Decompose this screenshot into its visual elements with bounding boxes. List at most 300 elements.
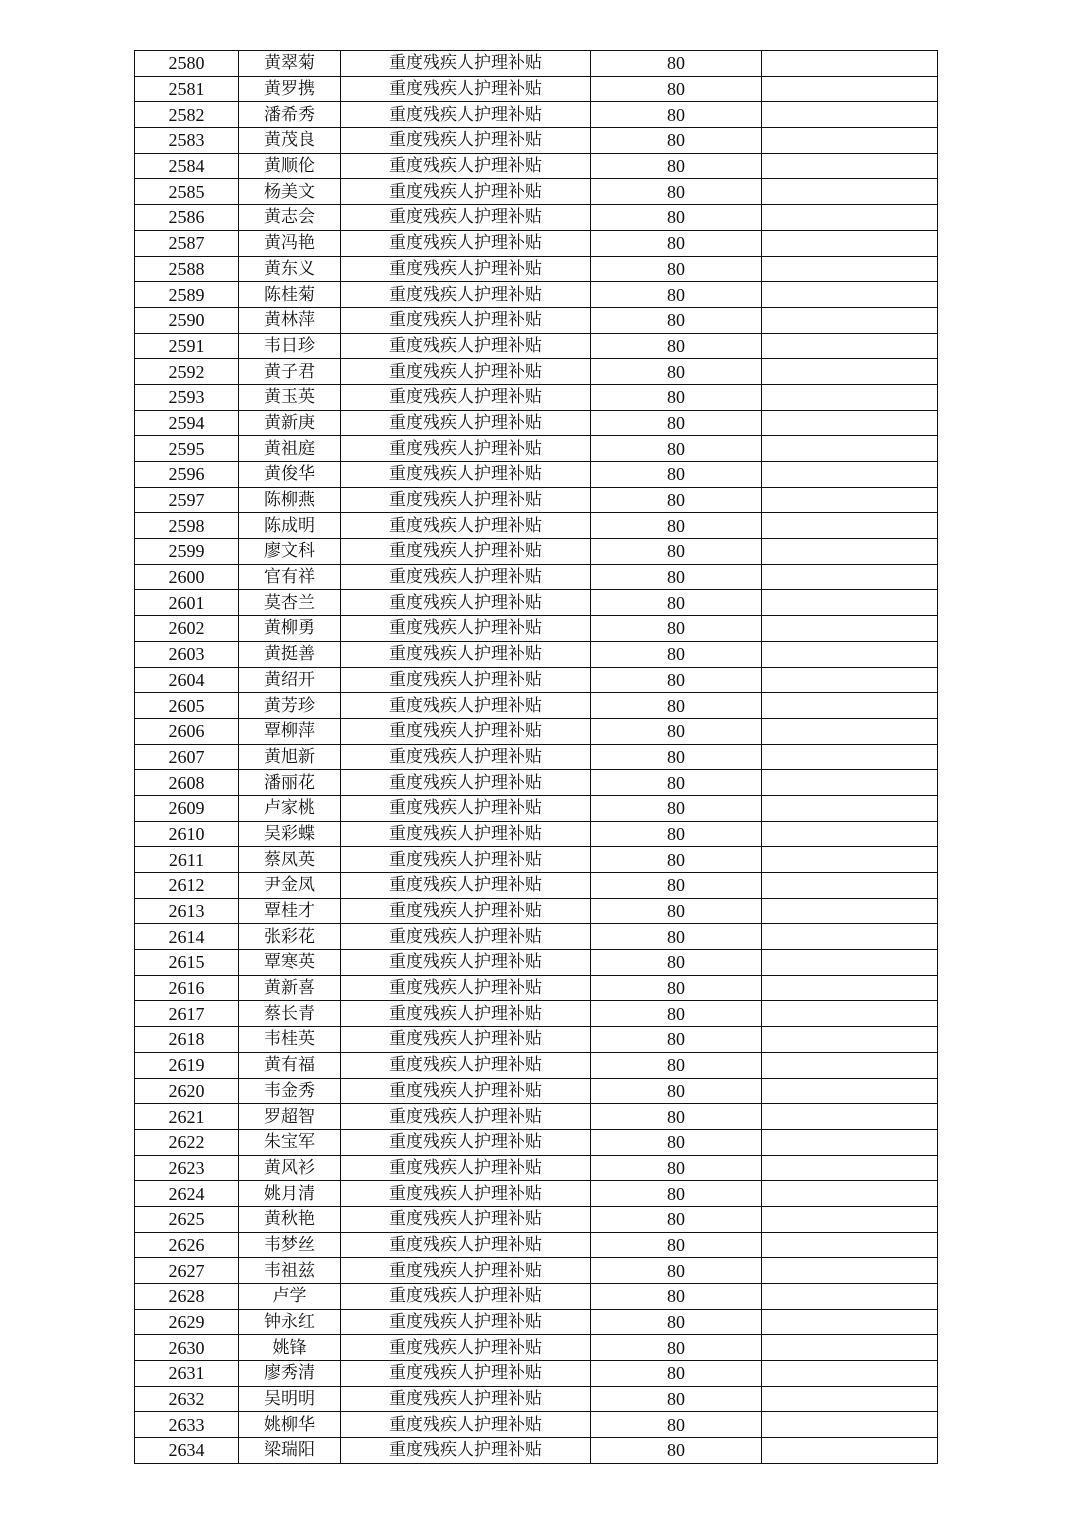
table-row [135, 847, 938, 873]
amount-cell: 80 [591, 153, 762, 179]
amount-cell: 80 [591, 1155, 762, 1181]
row-number-cell: 2598 [135, 513, 239, 539]
name-cell: 黄有福 [239, 1052, 341, 1078]
note-cell [762, 1232, 938, 1258]
table-row [135, 1078, 938, 1104]
subsidy-type-cell: 重度残疾人护理补贴 [341, 1027, 591, 1053]
name-cell: 姚锋 [239, 1335, 341, 1361]
table-row [135, 384, 938, 410]
row-number-cell: 2595 [135, 436, 239, 462]
subsidy-type-cell: 重度残疾人护理补贴 [341, 462, 591, 488]
table-row [135, 795, 938, 821]
amount-cell: 80 [591, 770, 762, 796]
amount-cell: 80 [591, 1386, 762, 1412]
row-number-cell: 2592 [135, 359, 239, 385]
subsidy-type-cell: 重度残疾人护理补贴 [341, 975, 591, 1001]
note-cell [762, 564, 938, 590]
row-number-cell: 2587 [135, 230, 239, 256]
note-cell [762, 179, 938, 205]
row-number-cell: 2601 [135, 590, 239, 616]
amount-cell: 80 [591, 436, 762, 462]
amount-cell: 80 [591, 795, 762, 821]
subsidy-type-cell: 重度残疾人护理补贴 [341, 1309, 591, 1335]
name-cell: 黄俊华 [239, 462, 341, 488]
amount-cell: 80 [591, 1052, 762, 1078]
amount-cell: 80 [591, 333, 762, 359]
row-number-cell: 2616 [135, 975, 239, 1001]
name-cell: 韦祖兹 [239, 1258, 341, 1284]
table-row [135, 590, 938, 616]
note-cell [762, 102, 938, 128]
row-number-cell: 2584 [135, 153, 239, 179]
table-row [135, 128, 938, 154]
name-cell: 黄祖庭 [239, 436, 341, 462]
row-number-cell: 2597 [135, 487, 239, 513]
subsidy-type-cell: 重度残疾人护理补贴 [341, 282, 591, 308]
name-cell: 黄挺善 [239, 641, 341, 667]
amount-cell: 80 [591, 462, 762, 488]
name-cell: 陈桂菊 [239, 282, 341, 308]
row-number-cell: 2615 [135, 950, 239, 976]
note-cell [762, 1206, 938, 1232]
name-cell: 黄秋艳 [239, 1206, 341, 1232]
name-cell: 吴彩蝶 [239, 821, 341, 847]
note-cell [762, 641, 938, 667]
name-cell: 卢家桃 [239, 795, 341, 821]
subsidy-type-cell: 重度残疾人护理补贴 [341, 1181, 591, 1207]
table-row [135, 179, 938, 205]
table-row [135, 564, 938, 590]
subsidy-type-cell: 重度残疾人护理补贴 [341, 487, 591, 513]
name-cell: 钟永红 [239, 1309, 341, 1335]
table-row [135, 1258, 938, 1284]
note-cell [762, 847, 938, 873]
name-cell: 黄新庚 [239, 410, 341, 436]
row-number-cell: 2604 [135, 667, 239, 693]
subsidy-type-cell: 重度残疾人护理补贴 [341, 230, 591, 256]
row-number-cell: 2590 [135, 307, 239, 333]
amount-cell: 80 [591, 1309, 762, 1335]
table-row [135, 924, 938, 950]
amount-cell: 80 [591, 693, 762, 719]
row-number-cell: 2586 [135, 205, 239, 231]
subsidy-type-cell: 重度残疾人护理补贴 [341, 513, 591, 539]
note-cell [762, 718, 938, 744]
subsidy-type-cell: 重度残疾人护理补贴 [341, 539, 591, 565]
row-number-cell: 2581 [135, 76, 239, 102]
note-cell [762, 744, 938, 770]
amount-cell: 80 [591, 590, 762, 616]
row-number-cell: 2622 [135, 1129, 239, 1155]
name-cell: 梁瑞阳 [239, 1438, 341, 1464]
subsidy-type-cell: 重度残疾人护理补贴 [341, 1206, 591, 1232]
subsidy-type-cell: 重度残疾人护理补贴 [341, 1438, 591, 1464]
amount-cell: 80 [591, 1258, 762, 1284]
note-cell [762, 462, 938, 488]
table-row [135, 282, 938, 308]
row-number-cell: 2583 [135, 128, 239, 154]
subsidy-type-cell: 重度残疾人护理补贴 [341, 1412, 591, 1438]
row-number-cell: 2607 [135, 744, 239, 770]
table-row [135, 1129, 938, 1155]
name-cell: 黄绍开 [239, 667, 341, 693]
amount-cell: 80 [591, 513, 762, 539]
name-cell: 张彩花 [239, 924, 341, 950]
row-number-cell: 2603 [135, 641, 239, 667]
name-cell: 黄柳勇 [239, 616, 341, 642]
name-cell: 韦梦丝 [239, 1232, 341, 1258]
row-number-cell: 2596 [135, 462, 239, 488]
amount-cell: 80 [591, 1284, 762, 1310]
note-cell [762, 821, 938, 847]
table-row [135, 1284, 938, 1310]
table-row [135, 1438, 938, 1464]
table-row [135, 436, 938, 462]
note-cell [762, 282, 938, 308]
subsidy-type-cell: 重度残疾人护理补贴 [341, 744, 591, 770]
table-row [135, 641, 938, 667]
subsidy-type-cell: 重度残疾人护理补贴 [341, 76, 591, 102]
table-row [135, 1386, 938, 1412]
row-number-cell: 2612 [135, 873, 239, 899]
subsidy-type-cell: 重度残疾人护理补贴 [341, 333, 591, 359]
name-cell: 覃寒英 [239, 950, 341, 976]
row-number-cell: 2610 [135, 821, 239, 847]
name-cell: 莫杏兰 [239, 590, 341, 616]
row-number-cell: 2627 [135, 1258, 239, 1284]
name-cell: 陈柳燕 [239, 487, 341, 513]
amount-cell: 80 [591, 1361, 762, 1387]
note-cell [762, 333, 938, 359]
table-row [135, 770, 938, 796]
table-row [135, 1052, 938, 1078]
subsidy-type-cell: 重度残疾人护理补贴 [341, 667, 591, 693]
amount-cell: 80 [591, 924, 762, 950]
name-cell: 黄东义 [239, 256, 341, 282]
subsidy-type-cell: 重度残疾人护理补贴 [341, 128, 591, 154]
table-row [135, 1309, 938, 1335]
table-row [135, 1335, 938, 1361]
note-cell [762, 1052, 938, 1078]
subsidy-type-cell: 重度残疾人护理补贴 [341, 1232, 591, 1258]
amount-cell: 80 [591, 1078, 762, 1104]
note-cell [762, 770, 938, 796]
subsidy-type-cell: 重度残疾人护理补贴 [341, 410, 591, 436]
name-cell: 韦金秀 [239, 1078, 341, 1104]
note-cell [762, 1181, 938, 1207]
subsidy-type-cell: 重度残疾人护理补贴 [341, 1001, 591, 1027]
note-cell [762, 384, 938, 410]
name-cell: 黄翠菊 [239, 51, 341, 77]
amount-cell: 80 [591, 873, 762, 899]
row-number-cell: 2623 [135, 1155, 239, 1181]
note-cell [762, 924, 938, 950]
note-cell [762, 693, 938, 719]
note-cell [762, 1284, 938, 1310]
amount-cell: 80 [591, 847, 762, 873]
row-number-cell: 2628 [135, 1284, 239, 1310]
amount-cell: 80 [591, 128, 762, 154]
note-cell [762, 1078, 938, 1104]
note-cell [762, 975, 938, 1001]
subsidy-type-cell: 重度残疾人护理补贴 [341, 102, 591, 128]
subsidy-type-cell: 重度残疾人护理补贴 [341, 359, 591, 385]
amount-cell: 80 [591, 1129, 762, 1155]
table-row [135, 1206, 938, 1232]
subsidy-type-cell: 重度残疾人护理补贴 [341, 153, 591, 179]
subsidy-type-cell: 重度残疾人护理补贴 [341, 256, 591, 282]
row-number-cell: 2634 [135, 1438, 239, 1464]
table-row [135, 898, 938, 924]
row-number-cell: 2591 [135, 333, 239, 359]
table-row [135, 102, 938, 128]
name-cell: 潘丽花 [239, 770, 341, 796]
amount-cell: 80 [591, 1206, 762, 1232]
name-cell: 黄罗携 [239, 76, 341, 102]
subsidy-type-cell: 重度残疾人护理补贴 [341, 1104, 591, 1130]
table-row [135, 744, 938, 770]
row-number-cell: 2619 [135, 1052, 239, 1078]
note-cell [762, 795, 938, 821]
note-cell [762, 76, 938, 102]
name-cell: 黄顺伦 [239, 153, 341, 179]
subsidy-table [134, 50, 938, 1464]
amount-cell: 80 [591, 179, 762, 205]
subsidy-type-cell: 重度残疾人护理补贴 [341, 924, 591, 950]
amount-cell: 80 [591, 307, 762, 333]
note-cell [762, 873, 938, 899]
name-cell: 姚月清 [239, 1181, 341, 1207]
amount-cell: 80 [591, 821, 762, 847]
subsidy-type-cell: 重度残疾人护理补贴 [341, 1335, 591, 1361]
amount-cell: 80 [591, 282, 762, 308]
table-row [135, 256, 938, 282]
name-cell: 潘希秀 [239, 102, 341, 128]
row-number-cell: 2602 [135, 616, 239, 642]
row-number-cell: 2631 [135, 1361, 239, 1387]
row-number-cell: 2614 [135, 924, 239, 950]
note-cell [762, 667, 938, 693]
name-cell: 覃柳萍 [239, 718, 341, 744]
table-row [135, 718, 938, 744]
amount-cell: 80 [591, 256, 762, 282]
note-cell [762, 950, 938, 976]
subsidy-type-cell: 重度残疾人护理补贴 [341, 693, 591, 719]
row-number-cell: 2620 [135, 1078, 239, 1104]
amount-cell: 80 [591, 950, 762, 976]
note-cell [762, 1129, 938, 1155]
amount-cell: 80 [591, 384, 762, 410]
subsidy-type-cell: 重度残疾人护理补贴 [341, 564, 591, 590]
note-cell [762, 1104, 938, 1130]
name-cell: 黄冯艳 [239, 230, 341, 256]
row-number-cell: 2608 [135, 770, 239, 796]
amount-cell: 80 [591, 487, 762, 513]
name-cell: 黄玉英 [239, 384, 341, 410]
table-row [135, 975, 938, 1001]
note-cell [762, 230, 938, 256]
subsidy-type-cell: 重度残疾人护理补贴 [341, 1258, 591, 1284]
row-number-cell: 2611 [135, 847, 239, 873]
note-cell [762, 616, 938, 642]
amount-cell: 80 [591, 564, 762, 590]
name-cell: 黄志会 [239, 205, 341, 231]
amount-cell: 80 [591, 1412, 762, 1438]
row-number-cell: 2606 [135, 718, 239, 744]
subsidy-type-cell: 重度残疾人护理补贴 [341, 847, 591, 873]
amount-cell: 80 [591, 205, 762, 231]
note-cell [762, 1361, 938, 1387]
note-cell [762, 256, 938, 282]
subsidy-type-cell: 重度残疾人护理补贴 [341, 307, 591, 333]
table-row [135, 410, 938, 436]
note-cell [762, 1438, 938, 1464]
name-cell: 廖秀清 [239, 1361, 341, 1387]
table-row [135, 1001, 938, 1027]
subsidy-type-cell: 重度残疾人护理补贴 [341, 770, 591, 796]
amount-cell: 80 [591, 718, 762, 744]
amount-cell: 80 [591, 359, 762, 385]
row-number-cell: 2626 [135, 1232, 239, 1258]
row-number-cell: 2580 [135, 51, 239, 77]
subsidy-type-cell: 重度残疾人护理补贴 [341, 1129, 591, 1155]
subsidy-type-cell: 重度残疾人护理补贴 [341, 898, 591, 924]
note-cell [762, 898, 938, 924]
amount-cell: 80 [591, 102, 762, 128]
name-cell: 廖文科 [239, 539, 341, 565]
table-row [135, 51, 938, 77]
amount-cell: 80 [591, 76, 762, 102]
name-cell: 杨美文 [239, 179, 341, 205]
table-row [135, 230, 938, 256]
note-cell [762, 436, 938, 462]
note-cell [762, 487, 938, 513]
table-row [135, 513, 938, 539]
row-number-cell: 2629 [135, 1309, 239, 1335]
amount-cell: 80 [591, 975, 762, 1001]
row-number-cell: 2618 [135, 1027, 239, 1053]
note-cell [762, 410, 938, 436]
amount-cell: 80 [591, 898, 762, 924]
amount-cell: 80 [591, 616, 762, 642]
note-cell [762, 128, 938, 154]
note-cell [762, 153, 938, 179]
row-number-cell: 2588 [135, 256, 239, 282]
name-cell: 卢学 [239, 1284, 341, 1310]
subsidy-type-cell: 重度残疾人护理补贴 [341, 641, 591, 667]
name-cell: 韦桂英 [239, 1027, 341, 1053]
note-cell [762, 1335, 938, 1361]
table-row [135, 667, 938, 693]
table-row [135, 153, 938, 179]
row-number-cell: 2585 [135, 179, 239, 205]
name-cell: 尹金凤 [239, 873, 341, 899]
note-cell [762, 1258, 938, 1284]
name-cell: 罗超智 [239, 1104, 341, 1130]
amount-cell: 80 [591, 1001, 762, 1027]
row-number-cell: 2605 [135, 693, 239, 719]
note-cell [762, 1309, 938, 1335]
amount-cell: 80 [591, 1335, 762, 1361]
table-row [135, 333, 938, 359]
name-cell: 黄新喜 [239, 975, 341, 1001]
subsidy-type-cell: 重度残疾人护理补贴 [341, 51, 591, 77]
table-row [135, 359, 938, 385]
subsidy-type-cell: 重度残疾人护理补贴 [341, 795, 591, 821]
table-row [135, 616, 938, 642]
note-cell [762, 307, 938, 333]
amount-cell: 80 [591, 1438, 762, 1464]
row-number-cell: 2589 [135, 282, 239, 308]
row-number-cell: 2609 [135, 795, 239, 821]
note-cell [762, 590, 938, 616]
table-row [135, 693, 938, 719]
note-cell [762, 1155, 938, 1181]
amount-cell: 80 [591, 641, 762, 667]
name-cell: 朱宝军 [239, 1129, 341, 1155]
subsidy-type-cell: 重度残疾人护理补贴 [341, 1361, 591, 1387]
table-row [135, 873, 938, 899]
table-row [135, 307, 938, 333]
subsidy-type-cell: 重度残疾人护理补贴 [341, 821, 591, 847]
subsidy-type-cell: 重度残疾人护理补贴 [341, 205, 591, 231]
row-number-cell: 2593 [135, 384, 239, 410]
table-row [135, 821, 938, 847]
row-number-cell: 2599 [135, 539, 239, 565]
row-number-cell: 2624 [135, 1181, 239, 1207]
amount-cell: 80 [591, 539, 762, 565]
amount-cell: 80 [591, 410, 762, 436]
subsidy-type-cell: 重度残疾人护理补贴 [341, 950, 591, 976]
subsidy-type-cell: 重度残疾人护理补贴 [341, 384, 591, 410]
note-cell [762, 359, 938, 385]
subsidy-type-cell: 重度残疾人护理补贴 [341, 590, 591, 616]
subsidy-type-cell: 重度残疾人护理补贴 [341, 436, 591, 462]
name-cell: 蔡凤英 [239, 847, 341, 873]
name-cell: 姚柳华 [239, 1412, 341, 1438]
name-cell: 黄芳珍 [239, 693, 341, 719]
name-cell: 黄旭新 [239, 744, 341, 770]
amount-cell: 80 [591, 51, 762, 77]
subsidy-type-cell: 重度残疾人护理补贴 [341, 1155, 591, 1181]
name-cell: 韦日珍 [239, 333, 341, 359]
subsidy-type-cell: 重度残疾人护理补贴 [341, 1078, 591, 1104]
name-cell: 黄子君 [239, 359, 341, 385]
table-row [135, 1104, 938, 1130]
row-number-cell: 2613 [135, 898, 239, 924]
amount-cell: 80 [591, 1181, 762, 1207]
row-number-cell: 2630 [135, 1335, 239, 1361]
subsidy-type-cell: 重度残疾人护理补贴 [341, 873, 591, 899]
name-cell: 覃桂才 [239, 898, 341, 924]
table-row [135, 539, 938, 565]
table-row [135, 950, 938, 976]
amount-cell: 80 [591, 1104, 762, 1130]
amount-cell: 80 [591, 667, 762, 693]
row-number-cell: 2582 [135, 102, 239, 128]
subsidy-type-cell: 重度残疾人护理补贴 [341, 1386, 591, 1412]
table-row [135, 1181, 938, 1207]
table-row [135, 76, 938, 102]
note-cell [762, 513, 938, 539]
table-row [135, 1412, 938, 1438]
table-row [135, 1232, 938, 1258]
row-number-cell: 2600 [135, 564, 239, 590]
table-row [135, 1361, 938, 1387]
table-row [135, 462, 938, 488]
name-cell: 黄茂良 [239, 128, 341, 154]
amount-cell: 80 [591, 744, 762, 770]
